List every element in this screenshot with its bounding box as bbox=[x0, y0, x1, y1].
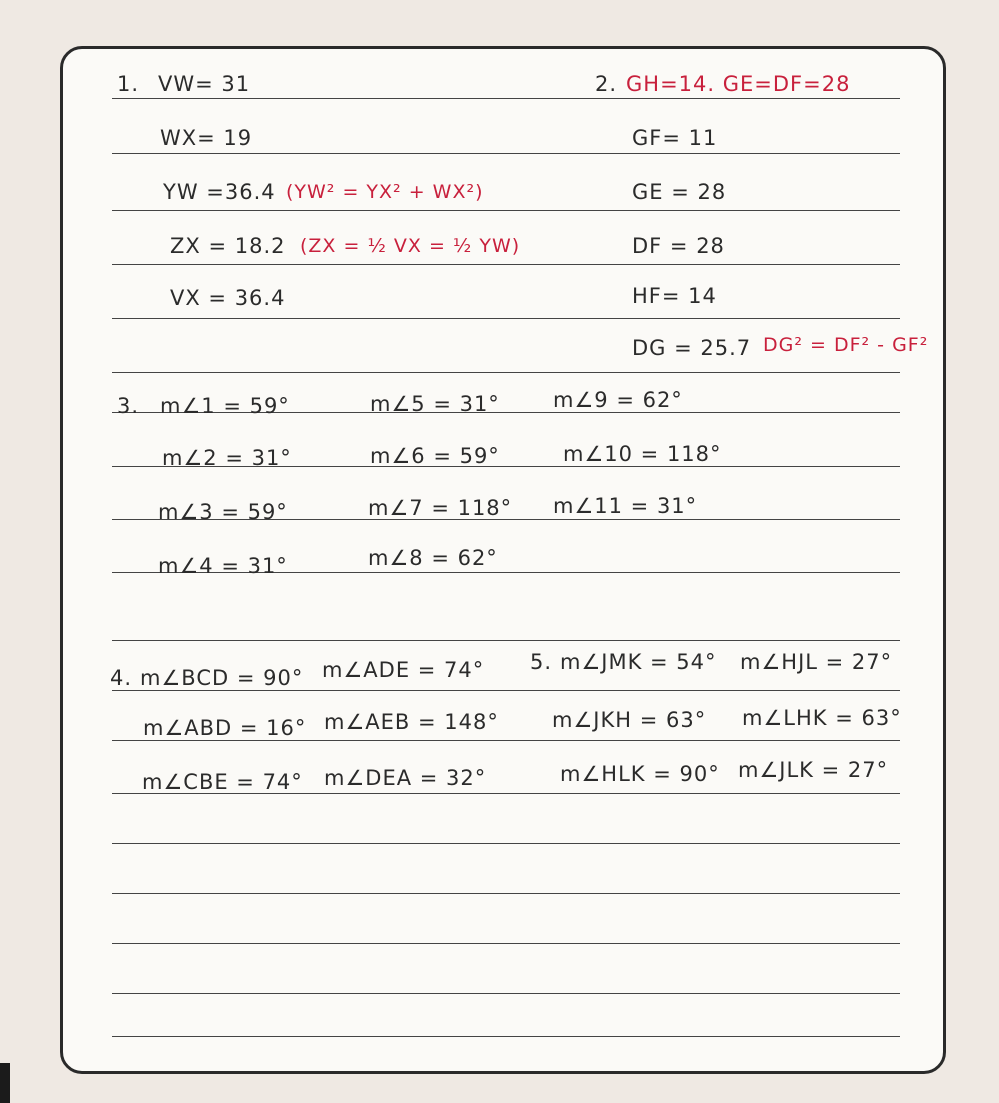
answer-bcd: m∠BCD = 90° bbox=[140, 666, 304, 690]
answer-cbe: m∠CBE = 74° bbox=[142, 770, 303, 794]
answer-angle-2: m∠2 = 31° bbox=[162, 446, 292, 470]
answer-angle-1: m∠1 = 59° bbox=[160, 394, 290, 418]
answer-jkh: m∠JKH = 63° bbox=[552, 708, 707, 732]
ruled-line bbox=[112, 843, 900, 844]
ruled-line bbox=[112, 264, 900, 265]
note-yw-pythagorean: (YW² = YX² + WX²) bbox=[286, 181, 484, 203]
answer-jmk: m∠JMK = 54° bbox=[560, 650, 717, 674]
answer-hlk: m∠HLK = 90° bbox=[560, 762, 720, 786]
note-dg-pythagorean: DG² = DF² - GF² bbox=[763, 334, 929, 356]
ruled-line bbox=[112, 210, 900, 211]
ruled-line bbox=[112, 640, 900, 641]
answer-angle-11: m∠11 = 31° bbox=[553, 494, 698, 518]
problem-2-given: GH=14. GE=DF=28 bbox=[626, 72, 851, 96]
answer-hjl: m∠HJL = 27° bbox=[740, 650, 893, 674]
answer-lhk: m∠LHK = 63° bbox=[742, 706, 902, 730]
problem-3-number: 3. bbox=[117, 394, 140, 418]
ruled-line bbox=[112, 993, 900, 994]
answer-dea: m∠DEA = 32° bbox=[324, 766, 487, 790]
problem-2-number: 2. bbox=[595, 72, 618, 96]
problem-1-number: 1. bbox=[117, 72, 140, 96]
ruled-line bbox=[112, 372, 900, 373]
page-corner-shadow bbox=[0, 1063, 10, 1103]
answer-angle-8: m∠8 = 62° bbox=[368, 546, 498, 570]
answer-angle-5: m∠5 = 31° bbox=[370, 392, 500, 416]
ruled-line bbox=[112, 153, 900, 154]
ruled-line bbox=[112, 893, 900, 894]
answer-abd: m∠ABD = 16° bbox=[143, 716, 307, 740]
answer-hf: HF= 14 bbox=[632, 284, 717, 308]
answer-ade: m∠ADE = 74° bbox=[322, 658, 485, 682]
answer-angle-4: m∠4 = 31° bbox=[158, 554, 288, 578]
answer-angle-9: m∠9 = 62° bbox=[553, 388, 683, 412]
answer-aeb: m∠AEB = 148° bbox=[324, 710, 499, 734]
ruled-line bbox=[112, 943, 900, 944]
answer-vw: VW= 31 bbox=[158, 72, 251, 96]
ruled-line bbox=[112, 740, 900, 741]
answer-vx: VX = 36.4 bbox=[170, 286, 286, 310]
note-zx-relation: (ZX = ½ VX = ½ YW) bbox=[300, 235, 521, 257]
answer-df: DF = 28 bbox=[632, 234, 725, 258]
answer-gf: GF= 11 bbox=[632, 126, 718, 150]
ruled-line bbox=[112, 98, 900, 99]
answer-angle-10: m∠10 = 118° bbox=[563, 442, 722, 466]
answer-dg: DG = 25.7 bbox=[632, 336, 752, 360]
ruled-line bbox=[112, 318, 900, 319]
answer-yw: YW =36.4 bbox=[163, 180, 276, 204]
answer-wx: WX= 19 bbox=[160, 126, 253, 150]
answer-angle-7: m∠7 = 118° bbox=[368, 496, 513, 520]
answer-zx: ZX = 18.2 bbox=[170, 234, 286, 258]
answer-angle-6: m∠6 = 59° bbox=[370, 444, 500, 468]
answer-jlk: m∠JLK = 27° bbox=[738, 758, 889, 782]
ruled-line bbox=[112, 690, 900, 691]
ruled-line bbox=[112, 1036, 900, 1037]
problem-5-number: 5. bbox=[530, 650, 553, 674]
problem-4-number: 4. bbox=[110, 666, 133, 690]
answer-ge: GE = 28 bbox=[632, 180, 727, 204]
answer-angle-3: m∠3 = 59° bbox=[158, 500, 288, 524]
